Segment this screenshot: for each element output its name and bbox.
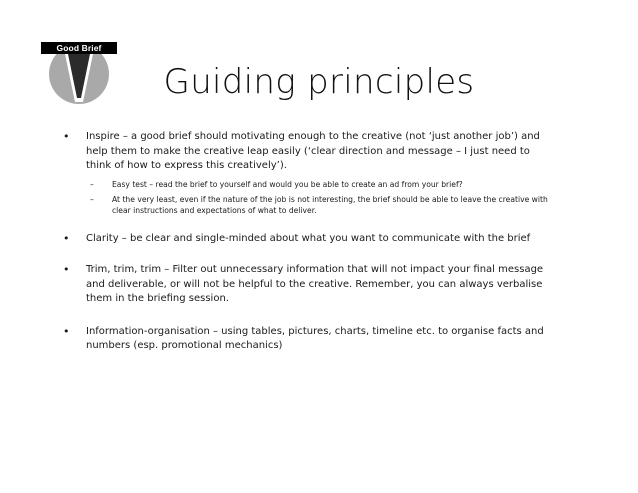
sub-list-item [86,179,550,190]
principles-list [60,130,550,354]
list-item [60,232,550,247]
sub-bullet-text: Easy test – read the brief to yourself and would you be able to create an ad from your brief? [112,179,463,189]
sub-bullet-text: At the very least, even if the nature of the job is not interesting, the brief should be able to leave the creative with clear instructions and expectations of what to deliver. [112,194,548,215]
bullet-marker: • [63,324,70,338]
list-item [60,263,550,307]
list-item [60,130,550,216]
bullet-marker: • [63,130,70,143]
page-title: Guiding principles [163,62,475,102]
list-item [60,325,550,354]
bullet-marker: • [63,263,70,276]
bullet-text: Information-organisation – using tables, pictures, charts, timeline etc. to organise facts and numbers (esp. promotional mechanics) [86,325,544,351]
sub-list-item [86,194,550,216]
sub-bullet-marker: – [90,179,94,189]
sub-bullet-marker: – [90,194,94,204]
bullet-text: Clarity – be clear and single-minded about what you want to communicate with the brief [86,232,531,244]
bullet-marker: • [63,231,70,245]
sub-list [86,179,550,216]
logo-label: Good Brief [56,43,102,53]
bullet-text: Trim, trim, trim – Filter out unnecessary information that will not impact your final message and deliverable, or will not be helpful to the creative. Remember, you can always verbalise them in the briefing session. [86,264,544,304]
bullet-text: Inspire – a good brief should motivating enough to the creative (not ‘just another job’) and help them to make the creative leap easily (‘clear direction and message – I just need to think of how to express this creatively’). [86,131,540,171]
